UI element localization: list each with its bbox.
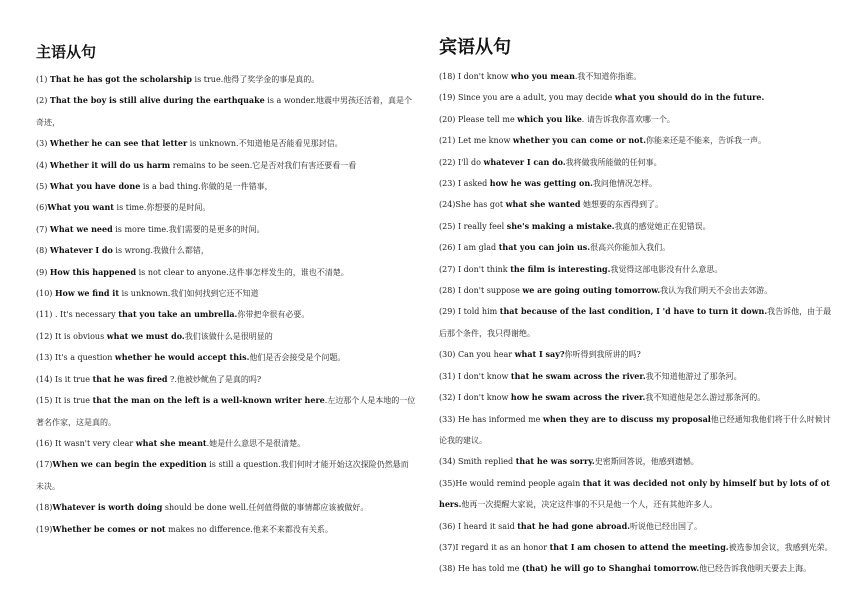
clause-highlight: when they are to discuss my proposal bbox=[542, 413, 711, 424]
example-sentence bbox=[36, 283, 416, 304]
sentence-text: (32) I don't know bbox=[439, 393, 511, 403]
clause-highlight: (that) he will go to Shanghai tomorrow. bbox=[521, 563, 700, 574]
example-sentence bbox=[36, 454, 416, 497]
sentence-text: 被选参加会议，我感到光荣。 bbox=[728, 542, 833, 552]
clause-highlight: that the man on the left is a well-known writer here bbox=[92, 395, 325, 406]
sentence-text: 我真的感觉她正在犯错误。 bbox=[614, 221, 711, 231]
example-sentence bbox=[36, 240, 416, 261]
sentence-text: (30) Can you hear bbox=[439, 350, 515, 360]
sentence-text: (15) It is true bbox=[36, 396, 93, 406]
sentence-text: (13) It's a question bbox=[36, 353, 115, 363]
example-list bbox=[36, 69, 416, 540]
sentence-text: (12) It is obvious bbox=[36, 331, 107, 341]
sentence-text: is true.他得了奖学金的事是真的。 bbox=[192, 75, 320, 84]
example-sentence bbox=[36, 90, 416, 133]
sentence-text: (6) bbox=[36, 203, 48, 213]
example-sentence bbox=[439, 409, 834, 452]
sentence-text: . 请告诉我你喜欢哪一个。 bbox=[581, 114, 675, 124]
example-sentence bbox=[36, 262, 416, 283]
sentence-text: should be done well.任何值得做的事情都应该被做好。 bbox=[162, 503, 369, 513]
clause-highlight: the film is interesting. bbox=[510, 263, 611, 274]
sentence-text: (35)He would remind people again bbox=[439, 478, 583, 488]
sentence-text: (4) bbox=[36, 160, 50, 170]
example-sentence bbox=[439, 473, 834, 516]
sentence-text: .我不知道你指谁。 bbox=[574, 72, 642, 81]
sentence-text: (1) bbox=[36, 75, 50, 84]
subject-clause-column bbox=[36, 0, 416, 540]
sentence-text: 我觉得这部电影没有什么意思。 bbox=[610, 264, 723, 274]
sentence-text: (18) bbox=[36, 503, 53, 513]
clause-highlight: which you like bbox=[517, 113, 582, 124]
sentence-text: 她想要的东西得到了。 bbox=[580, 200, 663, 210]
example-sentence bbox=[439, 366, 834, 387]
clause-highlight: what I say? bbox=[514, 349, 565, 360]
example-sentence bbox=[439, 451, 834, 472]
example-sentence bbox=[36, 176, 416, 197]
sentence-text: (17) bbox=[36, 460, 53, 470]
clause-highlight: Whatever I do bbox=[49, 245, 113, 256]
example-sentence bbox=[36, 133, 416, 154]
clause-highlight: What we need bbox=[49, 223, 113, 234]
clause-highlight: whether he would accept this. bbox=[114, 352, 250, 363]
clause-highlight: that it was decided not only by himself but by lots of others. bbox=[439, 477, 830, 510]
sentence-text: (20) Please tell me bbox=[439, 114, 518, 124]
example-sentence bbox=[439, 537, 834, 558]
clause-highlight: How we find it bbox=[54, 288, 120, 299]
sentence-text: .左边那个人是本地的一位著名作家，这是真的。 bbox=[36, 396, 416, 427]
clause-highlight: That he has got the scholarship bbox=[49, 74, 193, 84]
clause-highlight: What you want bbox=[47, 202, 114, 213]
sentence-text: (38) He has told me bbox=[439, 564, 522, 574]
section-title-object-clause: 宾语从句 bbox=[439, 37, 511, 58]
example-sentence bbox=[439, 516, 834, 537]
clause-highlight: we are going outing tomorrow. bbox=[522, 285, 661, 296]
sentence-text: is not clear to anyone.这件事怎样发生的，谁也不清楚。 bbox=[136, 267, 349, 277]
example-sentence bbox=[439, 152, 834, 173]
example-sentence bbox=[439, 66, 834, 87]
sentence-text: makes no difference.他来不来都没有关系。 bbox=[165, 524, 333, 534]
sentence-text: (36) I heard it said bbox=[439, 521, 518, 531]
clause-highlight: how he swam across the river. bbox=[510, 392, 646, 403]
sentence-text: (34) Smith replied bbox=[439, 457, 516, 467]
sentence-text: 史密斯回答说，他感到遗憾。 bbox=[594, 457, 699, 467]
example-sentence bbox=[439, 130, 834, 151]
sentence-text: (3) bbox=[36, 139, 50, 149]
example-sentence bbox=[36, 304, 416, 325]
sentence-text: (28) I don't suppose bbox=[439, 286, 523, 296]
section-title-subject-clause: 主语从句 bbox=[36, 43, 97, 61]
sentence-text: (24)She has got bbox=[439, 200, 506, 210]
clause-highlight: that you take an umbrella. bbox=[118, 309, 238, 320]
clause-highlight: Whatever is worth doing bbox=[52, 502, 163, 513]
sentence-text: (11) . It's necessary bbox=[36, 310, 119, 320]
sentence-text: (26) I am glad bbox=[439, 243, 499, 253]
sentence-text: 我告诉他，由于最后那个条件，我只得谢绝。 bbox=[439, 307, 832, 338]
sentence-text: is more time.我们需要的是更多的时间。 bbox=[112, 224, 265, 234]
sentence-text: 他已经告诉我他明天要去上海。 bbox=[699, 564, 812, 574]
example-sentence bbox=[439, 109, 834, 130]
sentence-text: (27) I don't think bbox=[439, 264, 511, 274]
sentence-text: is a wonder.地震中男孩还活着，真是个奇迹， bbox=[36, 96, 412, 127]
sentence-text: remains to be seen.它是否对我们有害还要看一看 bbox=[170, 160, 357, 170]
clause-highlight: what we must do. bbox=[106, 330, 185, 341]
example-sentence bbox=[439, 259, 834, 280]
clause-highlight: what she meant bbox=[135, 437, 207, 448]
clause-highlight: that I am chosen to attend the meeting. bbox=[549, 541, 729, 552]
clause-highlight: that because of the last condition, I 'd have to turn it down. bbox=[499, 306, 768, 317]
sentence-text: is wrong.我做什么都错， bbox=[112, 246, 209, 256]
sentence-text: (5) bbox=[36, 182, 50, 192]
sentence-text: 你听得到我所讲的吗? bbox=[564, 350, 641, 360]
sentence-text: (22) I'll do bbox=[439, 157, 484, 167]
sentence-text: (9) bbox=[36, 267, 50, 277]
clause-highlight: Whether be comes or not bbox=[52, 523, 166, 534]
example-sentence bbox=[439, 280, 834, 301]
sentence-text: (19) bbox=[36, 524, 53, 534]
sentence-text: (23) I asked bbox=[439, 179, 490, 189]
clause-highlight: When we can begin the expedition bbox=[52, 459, 207, 470]
example-sentence bbox=[36, 519, 416, 540]
example-sentence bbox=[36, 326, 416, 347]
sentence-text: (18) I don't know bbox=[439, 72, 511, 81]
clause-highlight: what she wanted bbox=[505, 199, 581, 210]
sentence-text: 我不知道他是怎么游过那条河的。 bbox=[645, 393, 766, 403]
sentence-text: 听说他已经出国了。 bbox=[630, 521, 702, 531]
example-list bbox=[439, 66, 834, 580]
example-sentence bbox=[439, 387, 834, 408]
clause-highlight: whatever I can do. bbox=[483, 156, 566, 167]
example-sentence bbox=[439, 194, 834, 215]
sentence-text: .她是什么意思不是很清楚。 bbox=[206, 438, 306, 448]
sentence-text: is still a question.我们何时才能开始这次探险仍然悬而未决。 bbox=[36, 460, 409, 491]
example-sentence bbox=[36, 197, 416, 218]
sentence-text: (21) Let me know bbox=[439, 136, 513, 146]
sentence-text: ?.他被炒鱿鱼了是真的吗? bbox=[167, 374, 262, 384]
sentence-text: is a bad thing.你做的是一件错事， bbox=[140, 182, 273, 192]
sentence-text: 他已经通知我他们将于什么时候讨论我的建议。 bbox=[439, 414, 831, 445]
clause-highlight: what you should do in the future. bbox=[614, 92, 765, 103]
example-sentence bbox=[36, 69, 416, 90]
clause-highlight: who you mean bbox=[510, 71, 575, 81]
example-sentence bbox=[439, 216, 834, 237]
example-sentence bbox=[36, 219, 416, 240]
sentence-text: 我不知道他游过了那条河。 bbox=[645, 371, 742, 381]
clause-highlight: that he was sorry. bbox=[515, 456, 595, 467]
sentence-text: is unknown.不知道他是否能看见那封信。 bbox=[187, 139, 343, 149]
example-sentence bbox=[439, 87, 834, 108]
example-sentence bbox=[36, 390, 416, 433]
sentence-text: 我将做我所能做的任何事。 bbox=[565, 157, 662, 167]
clause-highlight: she's making a mistake. bbox=[506, 220, 615, 231]
example-sentence bbox=[36, 433, 416, 454]
object-clause-column bbox=[439, 0, 834, 580]
clause-highlight: That the boy is still alive during the earthquake bbox=[49, 95, 265, 106]
sentence-text: (33) He has informed me bbox=[439, 414, 543, 424]
sentence-text: (37)I regard it as an honor bbox=[439, 542, 550, 552]
example-sentence bbox=[439, 558, 834, 579]
sentence-text: (19) Since you are a adult, you may decide bbox=[439, 93, 615, 103]
sentence-text: (8) bbox=[36, 246, 50, 256]
example-sentence bbox=[36, 155, 416, 176]
sentence-text: 我认为我们明天不会出去郊游。 bbox=[660, 286, 773, 296]
example-sentence bbox=[36, 497, 416, 518]
sentence-text: 我们该做什么是很明显的 bbox=[184, 331, 273, 341]
example-sentence bbox=[439, 344, 834, 365]
sentence-text: 他再一次提醒大家说，决定这件事的不只是他一个人，还有其他许多人。 bbox=[461, 500, 718, 510]
sentence-text: (25) I really feel bbox=[439, 221, 507, 231]
example-sentence bbox=[439, 237, 834, 258]
clause-highlight: that he swam across the river. bbox=[510, 370, 646, 381]
sentence-text: is unknown.我们如何找到它还不知道 bbox=[119, 289, 259, 299]
sentence-text: (14) Is it true bbox=[36, 374, 93, 384]
clause-highlight: that you can join us. bbox=[498, 242, 591, 253]
clause-highlight: Whether he can see that letter bbox=[49, 138, 188, 149]
sentence-text: (7) bbox=[36, 224, 50, 234]
example-sentence bbox=[439, 173, 834, 194]
clause-highlight: Whether it will do us harm bbox=[49, 159, 171, 170]
sentence-text: 你能来还是不能来，告诉我一声。 bbox=[646, 136, 766, 146]
sentence-text: (16) It wasn't very clear bbox=[36, 438, 136, 448]
sentence-text: (29) I told him bbox=[439, 307, 500, 317]
clause-highlight: How this happened bbox=[49, 266, 137, 277]
example-sentence bbox=[439, 301, 834, 344]
sentence-text: 很高兴你能加入我们。 bbox=[590, 243, 671, 253]
sentence-text: (10) bbox=[36, 289, 55, 299]
sentence-text: 你带把伞很有必要。 bbox=[237, 310, 310, 320]
sentence-text: 我问他情况怎样。 bbox=[592, 179, 657, 189]
sentence-text: 他们是否会接受是个问题。 bbox=[249, 353, 346, 363]
clause-highlight: that he was fired bbox=[92, 373, 168, 384]
clause-highlight: whether you can come or not. bbox=[512, 135, 646, 146]
sentence-text: (31) I don't know bbox=[439, 371, 511, 381]
clause-highlight: that he had gone abroad. bbox=[517, 520, 630, 531]
example-sentence bbox=[36, 369, 416, 390]
sentence-text: is time.你想要的是时间。 bbox=[113, 203, 211, 213]
clause-highlight: how he was getting on. bbox=[489, 178, 593, 189]
sentence-text: (2) bbox=[36, 96, 50, 106]
clause-highlight: What you have done bbox=[49, 181, 141, 192]
example-sentence bbox=[36, 347, 416, 368]
